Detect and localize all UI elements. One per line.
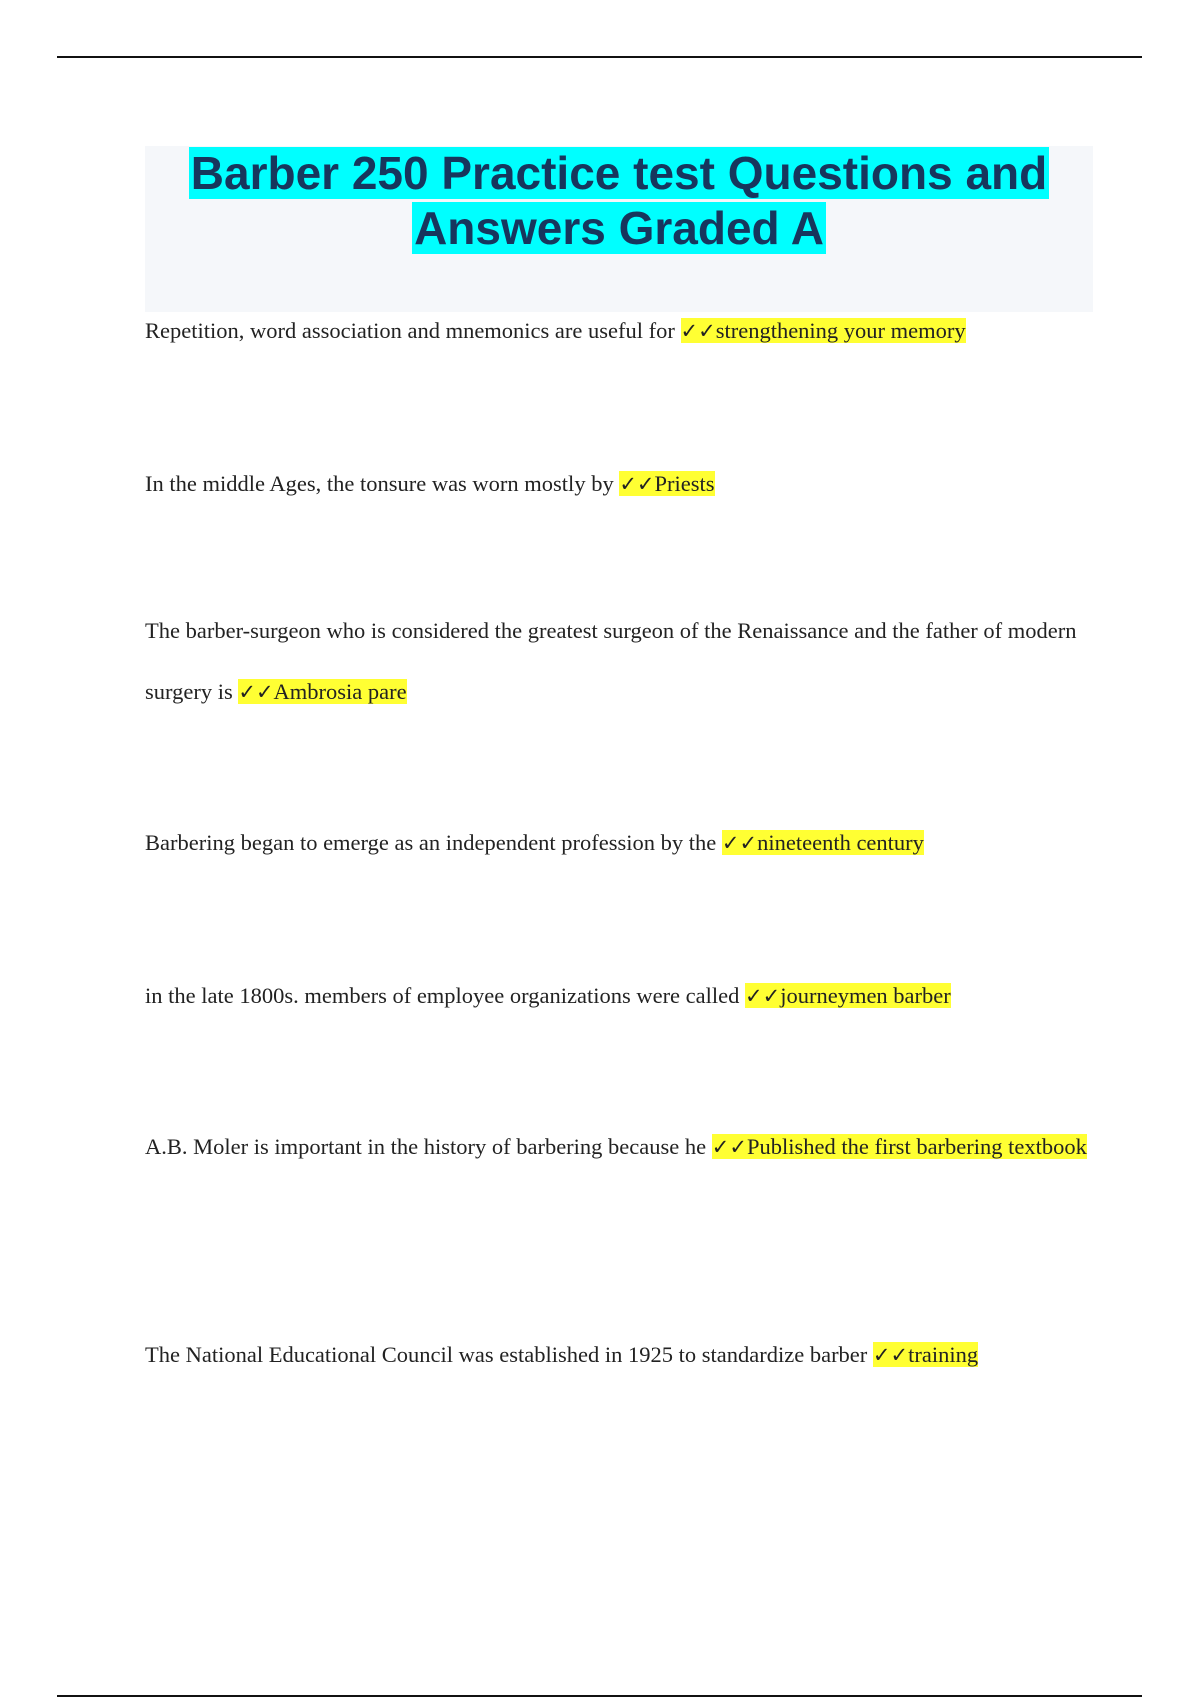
double-check-icon: ✓✓ (680, 319, 716, 343)
answer-text: journeymen barber (780, 983, 951, 1008)
question-text: in the late 1800s. members of employee organizations were called (145, 983, 746, 1008)
qa-item (145, 300, 1105, 362)
answer-highlight (722, 830, 924, 855)
qa-item (145, 812, 1105, 874)
answer-highlight (712, 1134, 1087, 1159)
double-check-icon: ✓✓ (721, 831, 758, 855)
answer-highlight (238, 679, 406, 704)
answer-text: strengthening your memory (715, 318, 966, 343)
question-text: In the middle Ages, the tonsure was worn mostly by (145, 471, 620, 496)
header-rule (57, 56, 1142, 58)
document-title (145, 146, 1093, 256)
answer-highlight (745, 983, 951, 1008)
footer-rule (57, 1695, 1142, 1697)
answer-text: Priests (654, 471, 715, 496)
question-text: Barbering began to emerge as an independent profession by the (145, 830, 722, 855)
double-check-icon: ✓✓ (745, 984, 781, 1008)
answer-highlight (619, 471, 714, 496)
document-title-line-2: Answers Graded A (414, 202, 824, 254)
answer-text: nineteenth century (757, 830, 924, 855)
question-text: The National Educational Council was established in 1925 to standardize barber (145, 1342, 873, 1367)
double-check-icon: ✓✓ (872, 1343, 909, 1367)
document-title-block (145, 146, 1093, 312)
question-text: A.B. Moler is important in the history of barbering because he (145, 1134, 712, 1159)
question-text: Repetition, word association and mnemonics are useful for (145, 318, 681, 343)
answer-highlight (873, 1342, 978, 1367)
answer-highlight (681, 318, 966, 343)
question-text: The barber-surgeon who is considered the greatest surgeon of the Renaissance and the father of modern surgery is (145, 618, 1077, 704)
answer-text: Published the first barbering textbook (746, 1134, 1087, 1159)
qa-item (145, 600, 1105, 723)
qa-item (145, 1116, 1105, 1178)
document-title-line-1: Barber 250 Practice test Questions and (190, 147, 1048, 199)
qa-item (145, 1324, 1105, 1386)
answer-text: training (908, 1342, 979, 1367)
double-check-icon: ✓✓ (619, 472, 655, 496)
qa-item (145, 453, 1105, 515)
double-check-icon: ✓✓ (238, 680, 274, 704)
double-check-icon: ✓✓ (711, 1135, 747, 1159)
answer-text: Ambrosia pare (273, 679, 407, 704)
qa-item (145, 965, 1105, 1027)
